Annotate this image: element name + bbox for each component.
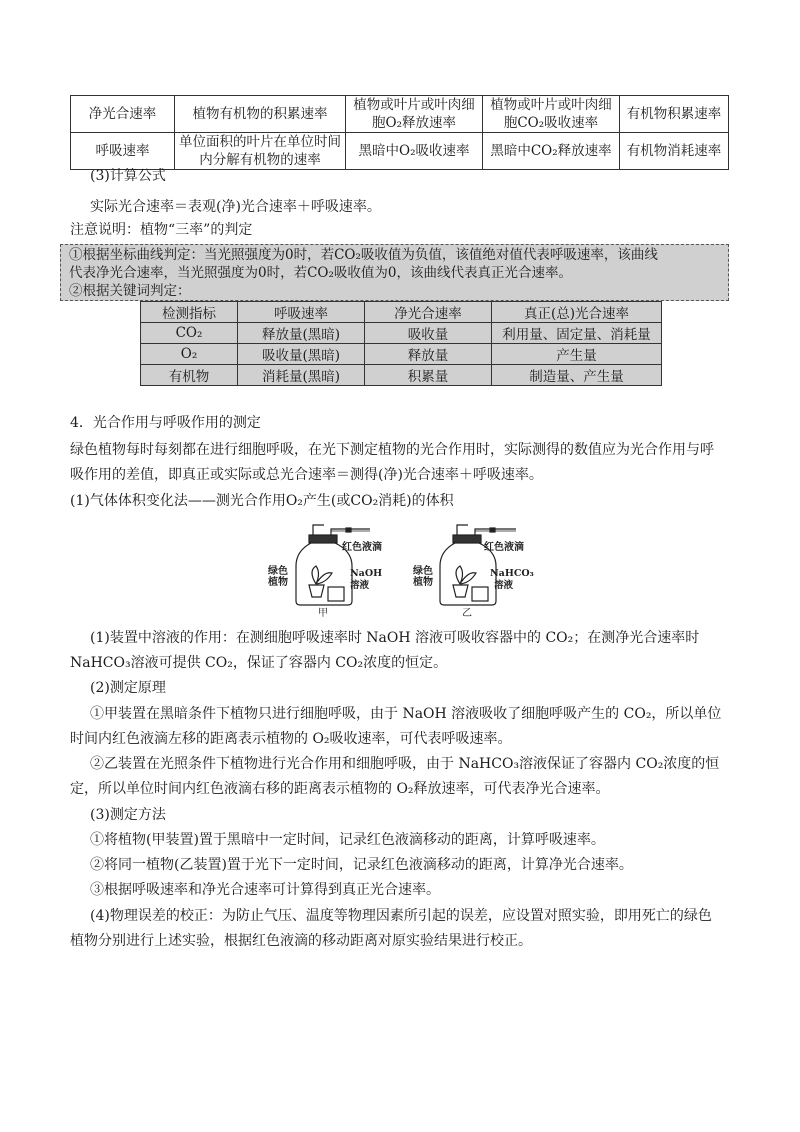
paragraph-line: ①甲装置在黑暗条件下植物只进行细胞呼吸，由于 NaOH 溶液吸收了细胞呼吸产生的 CO₂，所以单位	[90, 706, 722, 722]
solution-label: 溶液	[350, 580, 370, 591]
table-cell: 黑暗中O₂吸收速率	[346, 133, 483, 170]
paragraph-line: ②将同一植物(乙装置)置于光下一定时间，记录红色液滴移动的距离，计算净光合速率。	[90, 857, 633, 873]
subsection-heading: (1)气体体积变化法——测光合作用O₂产生(或CO₂消耗)的体积	[70, 493, 454, 509]
rate-definition-table	[70, 95, 729, 170]
apparatus-diagram	[258, 521, 548, 619]
stopper	[309, 535, 337, 543]
table-header-cell: 净光合速率	[365, 302, 492, 323]
subsection-heading: (2)测定原理	[90, 680, 166, 696]
plant	[312, 566, 332, 584]
table-cell: 利用量、固定量、消耗量	[492, 323, 662, 344]
paragraph-line: ②乙装置在光照条件下植物进行光合作用和细胞呼吸，由于 NaHCO₃溶液保证了容器内 CO₂浓度的恒	[90, 756, 720, 772]
drop-label: 红色液滴	[484, 542, 524, 553]
rate-judgement-table	[140, 301, 662, 386]
tube	[313, 525, 324, 535]
plant	[456, 566, 476, 584]
table-cell: 产生量	[492, 344, 662, 365]
table-cell: 释放量	[365, 344, 492, 365]
paragraph-line: NaHCO₃溶液可提供 CO₂，保证了容器内 CO₂浓度的恒定。	[70, 655, 448, 671]
apparatus-label: 乙	[462, 608, 472, 619]
paragraph-line: ③根据呼吸速率和净光合速率可计算得到真正光合速率。	[90, 882, 440, 898]
table-cell: 有机物	[141, 365, 238, 386]
table-cell: 有机物积累速率	[620, 96, 729, 133]
table-header-cell: 检测指标	[141, 302, 238, 323]
drop-label: 红色液滴	[342, 542, 382, 553]
plant-label: 绿色	[413, 566, 433, 577]
beaker	[472, 587, 488, 601]
table-cell: CO₂	[141, 323, 238, 344]
table-cell: 呼吸速率	[71, 133, 175, 170]
stopper	[453, 535, 481, 543]
tube	[457, 525, 468, 535]
solution-label: 溶液	[494, 580, 514, 591]
table-cell: 黑暗中CO₂释放速率	[483, 133, 620, 170]
table-cell: 净光合速率	[71, 96, 175, 133]
table-row	[141, 323, 662, 344]
paragraph-line: 植物分别进行上述实验，根据红色液滴的移动距离对原实验结果进行校正。	[70, 933, 532, 949]
table-row	[141, 344, 662, 365]
apparatus-label: 甲	[318, 608, 328, 619]
table-row	[71, 96, 729, 133]
apparatus-jia	[296, 525, 370, 605]
paragraph-line: 绿色植物每时每刻都在进行细胞呼吸，在光下测定植物的光合作用时，实际测得的数值应为光合作用与呼	[70, 442, 714, 458]
section-heading: (3)计算公式	[90, 168, 166, 184]
table-row	[71, 133, 729, 170]
note-line: ②根据关键词判定：	[69, 283, 191, 299]
pot	[453, 585, 468, 597]
note-line: ①根据坐标曲线判定：当光照强度为0时，若CO₂吸收值为负值，该值绝对值代表呼吸速率，该曲线	[69, 247, 658, 263]
pot	[309, 585, 324, 597]
table-cell: 植物有机物的积累速率	[175, 96, 346, 133]
apparatus-yi	[440, 525, 516, 605]
plant-label: 植物	[268, 577, 288, 588]
table-cell: O₂	[141, 344, 238, 365]
note-line: 代表净光合速率，当光照强度为0时，若CO₂吸收值为0，该曲线代表真正光合速率。	[69, 265, 572, 281]
paragraph-line: 吸作用的差值，即真正或实际或总光合速率＝测得(净)光合速率＋呼吸速率。	[70, 467, 543, 483]
solution-label: NaHCO₃	[490, 568, 534, 579]
table-cell: 消耗量(黑暗)	[238, 365, 365, 386]
table-cell: 植物或叶片或叶肉细胞CO₂吸收速率	[483, 96, 620, 133]
paragraph-line: 定，所以单位时间内红色液滴右移的距离表示植物的 O₂释放速率，可代表净光合速率。	[70, 781, 610, 797]
subsection-heading: (3)测定方法	[90, 807, 166, 823]
section-heading: 4．光合作用与呼吸作用的测定	[70, 415, 261, 431]
table-cell: 积累量	[365, 365, 492, 386]
table-cell: 释放量(黑暗)	[238, 323, 365, 344]
table-cell: 吸收量	[365, 323, 492, 344]
table-cell: 有机物消耗速率	[620, 133, 729, 170]
table-header-cell: 呼吸速率	[238, 302, 365, 323]
beaker	[328, 587, 344, 601]
table-cell: 单位面积的叶片在单位时间内分解有机物的速率	[175, 133, 346, 170]
red-drop	[490, 528, 495, 532]
red-drop	[346, 528, 351, 532]
paragraph-line: ①将植物(甲装置)置于黑暗中一定时间，记录红色液滴移动的距离，计算呼吸速率。	[90, 832, 605, 848]
table-header-cell: 真正(总)光合速率	[492, 302, 662, 323]
note-title: 注意说明：植物“三率”的判定	[70, 222, 253, 238]
plant-label: 绿色	[268, 566, 288, 577]
table-cell: 制造量、产生量	[492, 365, 662, 386]
paragraph-line: (1)装置中溶液的作用：在测细胞呼吸速率时 NaOH 溶液可吸收容器中的 CO₂；在测净光合速率时	[90, 630, 700, 646]
note-box	[60, 244, 729, 301]
formula-text: 实际光合速率＝表观(净)光合速率＋呼吸速率。	[90, 199, 381, 215]
solution-label: NaOH	[350, 568, 383, 579]
table-row	[141, 365, 662, 386]
table-header-row	[141, 302, 662, 323]
table-cell: 吸收量(黑暗)	[238, 344, 365, 365]
paragraph-line: (4)物理误差的校正：为防止气压、温度等物理因素所引起的误差，应设置对照实验，即用死亡的绿色	[90, 908, 712, 924]
plant-label: 植物	[413, 577, 433, 588]
paragraph-line: 时间内红色液滴左移的距离表示植物的 O₂吸收速率，可代表呼吸速率。	[70, 731, 512, 747]
table-cell: 植物或叶片或叶肉细胞O₂释放速率	[346, 96, 483, 133]
